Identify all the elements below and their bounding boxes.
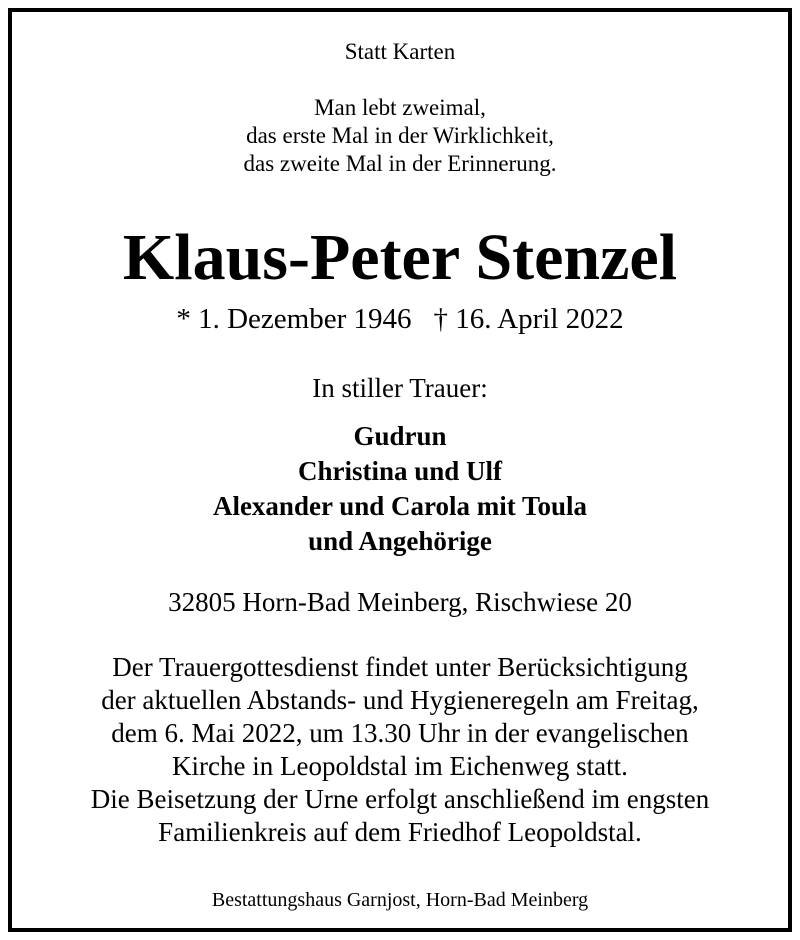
undertaker-credit	[12, 887, 788, 913]
death-date: † 16. April 2022	[433, 303, 624, 335]
service-line: der aktuellen Abstands- und Hygieneregeln am Freitag,	[101, 685, 699, 715]
motto-quote	[12, 94, 788, 178]
notice-header	[12, 38, 788, 66]
mourner-entry: Gudrun	[353, 421, 447, 451]
motto-line: das zweite Mal in der Erinnerung.	[243, 151, 557, 176]
mourning-intro	[12, 371, 788, 405]
service-line: Der Trauergottesdienst findet unter Berücksichtigung	[112, 652, 688, 682]
motto-line: Man lebt zweimal,	[314, 95, 486, 120]
header-text: Statt Karten	[344, 39, 456, 64]
deceased-name-text: Klaus-Peter Stenzel	[122, 221, 678, 294]
service-line: Die Beisetzung der Urne erfolgt anschließend im engsten	[90, 784, 710, 814]
service-line: dem 6. Mai 2022, um 13.30 Uhr in der evangelischen	[111, 718, 689, 748]
birth-date: * 1. Dezember 1946	[176, 303, 412, 335]
address-text: 32805 Horn-Bad Meinberg, Rischwiese 20	[168, 587, 632, 617]
undertaker-text: Bestattungshaus Garnjost, Horn-Bad Meinberg	[211, 889, 589, 911]
family-address	[12, 585, 788, 619]
mourner-entry: Christina und Ulf	[297, 456, 503, 486]
motto-line: das erste Mal in der Wirklichkeit,	[246, 123, 554, 148]
service-details	[12, 651, 788, 849]
mourner-entry: Alexander und Carola mit Toula	[212, 491, 588, 521]
service-line: Kirche in Leopoldstal im Eichenweg statt.	[172, 751, 628, 781]
mourning-intro-text: In stiller Trauer:	[312, 373, 488, 403]
mourners-list	[12, 419, 788, 559]
life-dates	[12, 301, 788, 337]
deceased-name	[12, 220, 788, 296]
service-line: Familienkreis auf dem Friedhof Leopoldstal.	[158, 817, 642, 847]
mourner-entry: und Angehörige	[308, 526, 492, 556]
